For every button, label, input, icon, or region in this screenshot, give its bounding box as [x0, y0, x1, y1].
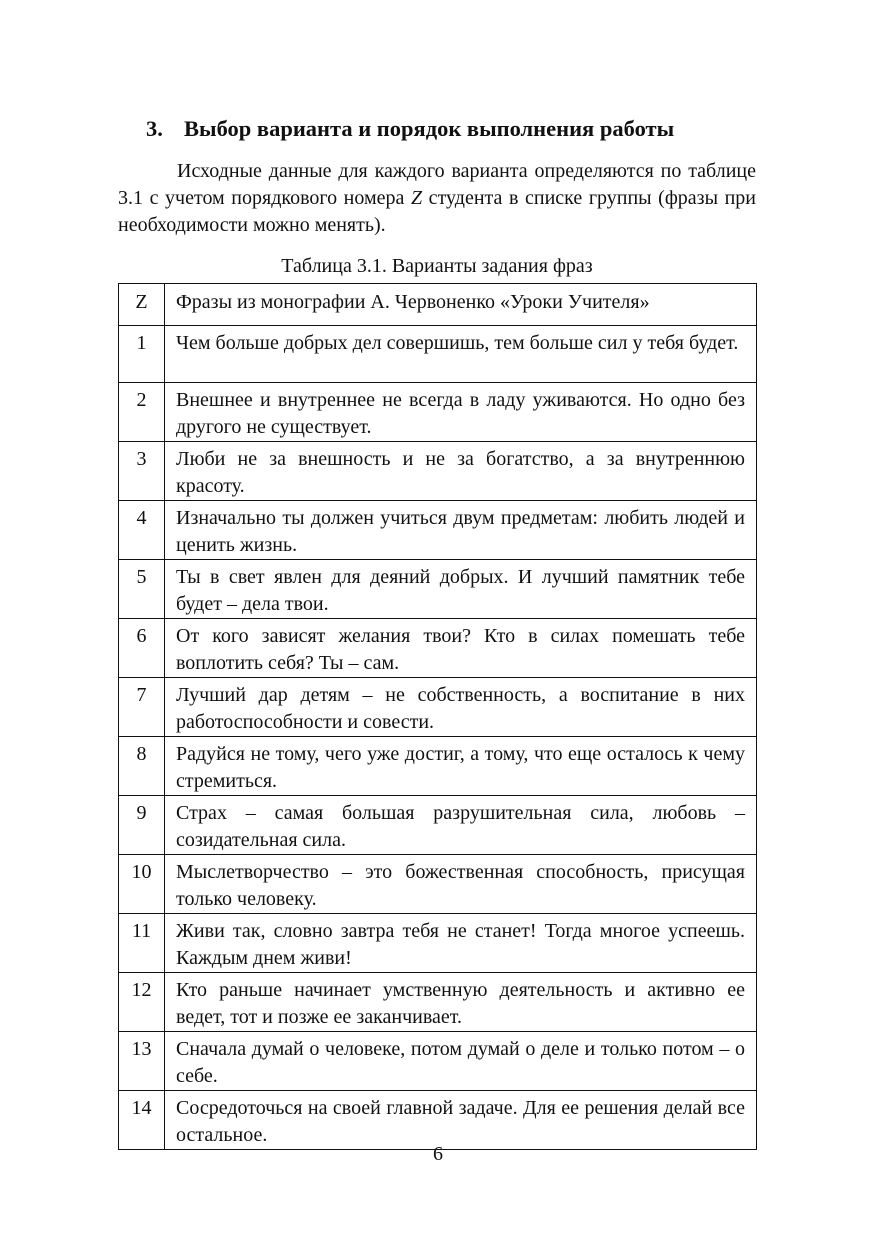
table-row — [119, 619, 757, 678]
row-phrase: Изначально ты должен учиться двум предметам: любить людей и ценить жизнь. — [165, 501, 757, 560]
row-z: 12 — [119, 973, 165, 1032]
header-phrase: Фразы из монографии А. Червоненко «Уроки Учителя» — [165, 284, 757, 326]
row-z: 5 — [119, 560, 165, 619]
row-z: 14 — [119, 1091, 165, 1150]
page-number: 6 — [433, 1143, 443, 1165]
row-phrase: Чем больше добрых дел совершишь, тем больше сил у тебя будет. — [165, 326, 757, 383]
table-row — [119, 1091, 757, 1150]
table-row — [119, 560, 757, 619]
phrases-table — [118, 283, 757, 1150]
section-title: Выбор варианта и порядок выполнения работы — [184, 116, 675, 141]
table-row — [119, 501, 757, 560]
table-row — [119, 678, 757, 737]
table-row — [119, 973, 757, 1032]
table-row — [119, 855, 757, 914]
row-phrase: Кто раньше начинает умственную деятельность и активно ее ведет, тот и позже ее заканчивает. — [165, 973, 757, 1032]
intro-text-part2: студента в списке группы (фразы при необходимости можно менять). — [118, 187, 757, 236]
table-header-row — [119, 284, 757, 326]
table-row — [119, 326, 757, 383]
row-z: 11 — [119, 914, 165, 973]
row-phrase: От кого зависят желания твои? Кто в силах помешать тебе воплотить себя? Ты – сам. — [165, 619, 757, 678]
row-z: 10 — [119, 855, 165, 914]
row-phrase: Сначала думай о человеке, потом думай о деле и только потом – о себе. — [165, 1032, 757, 1091]
row-phrase: Радуйся не тому, чего уже достиг, а тому, что еще осталось к чему стремиться. — [165, 737, 757, 796]
row-z: 3 — [119, 442, 165, 501]
table-row — [119, 1032, 757, 1091]
table-row — [119, 737, 757, 796]
row-z: 8 — [119, 737, 165, 796]
row-phrase: Ты в свет явлен для деяний добрых. И лучший памятник тебе будет – дела твои. — [165, 560, 757, 619]
row-phrase: Мыслетворчество – это божественная способность, присущая только человеку. — [165, 855, 757, 914]
header-z: Z — [119, 284, 165, 326]
row-phrase: Лучший дар детям – не собственность, а воспитание в них работоспособности и совести. — [165, 678, 757, 737]
table-row — [119, 442, 757, 501]
row-z: 4 — [119, 501, 165, 560]
section-heading — [146, 116, 674, 142]
row-phrase: Живи так, словно завтра тебя не станет! Тогда многое успеешь. Каждым днем живи! — [165, 914, 757, 973]
row-z: 13 — [119, 1032, 165, 1091]
row-z: 1 — [119, 326, 165, 383]
table-caption: Таблица 3.1. Варианты задания фраз — [281, 255, 593, 277]
row-phrase: Страх – самая большая разрушительная сила, любовь – созидательная сила. — [165, 796, 757, 855]
table-row — [119, 914, 757, 973]
row-phrase: Люби не за внешность и не за богатство, а за внутреннюю красоту. — [165, 442, 757, 501]
row-z: 9 — [119, 796, 165, 855]
intro-text-part1: Исходные данные для каждого варианта определяются по таблице 3.1 с учетом порядкового номера — [118, 160, 756, 209]
table-row — [119, 383, 757, 442]
row-z: 7 — [119, 678, 165, 737]
intro-variable: Z — [410, 187, 423, 209]
row-z: 2 — [119, 383, 165, 442]
table-row — [119, 796, 757, 855]
section-number: 3. — [146, 116, 163, 141]
row-phrase: Сосредоточься на своей главной задаче. Для ее решения делай все остальное. — [165, 1091, 757, 1150]
row-z: 6 — [119, 619, 165, 678]
intro-paragraph — [118, 158, 756, 239]
row-phrase: Внешнее и внутреннее не всегда в ладу уживаются. Но одно без другого не существует. — [165, 383, 757, 442]
